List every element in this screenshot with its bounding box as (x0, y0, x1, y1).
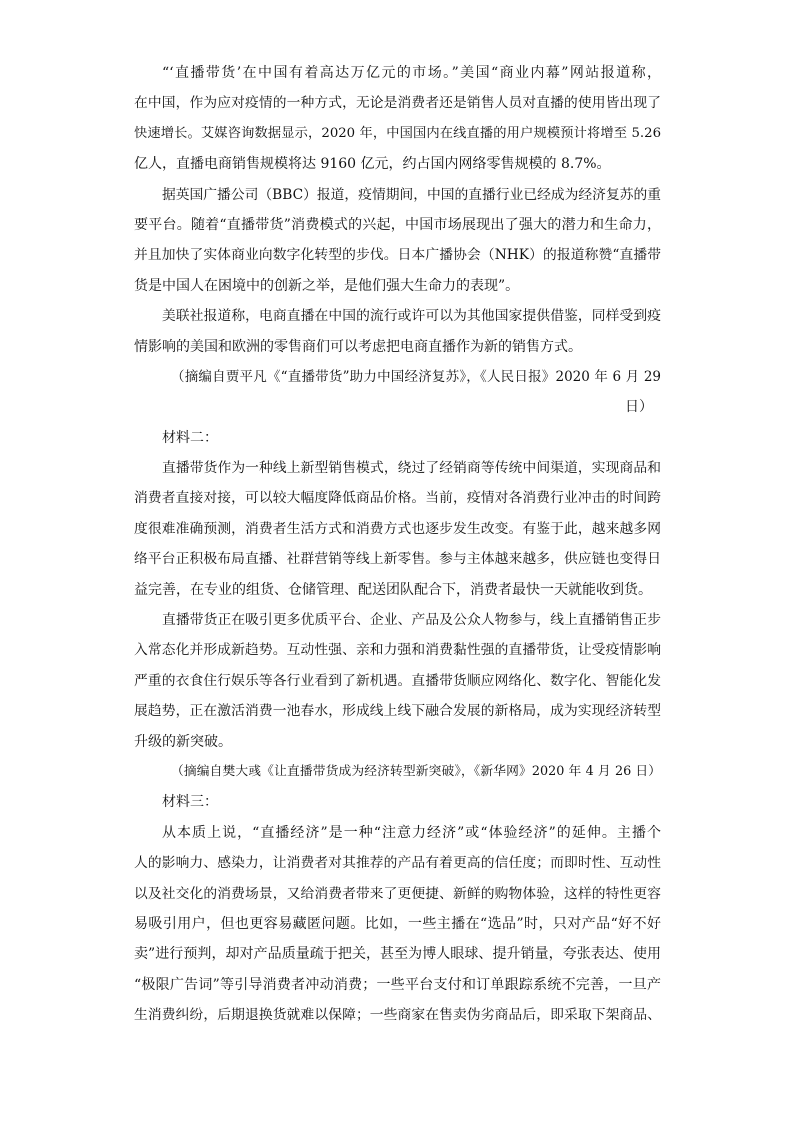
section-label: 材料二： (162, 429, 218, 446)
source-citation: （摘编自樊大彧《让直播带货成为经济转型新突破》，《新华网》2020 年 4 月 26 日） (171, 763, 661, 779)
text-line: 严重的衣食住行娱乐等各行业看到了新机遇。直播带货顺应网络化、数字化、智能化发 (134, 672, 661, 689)
text-line: 要平台。随着“直播带货”消费模式的兴起，中国市场展现出了强大的潜力和生命力， (134, 216, 661, 233)
text-line: 货是中国人在困境中的创新之举，是他们强大生命力的表现”。 (134, 277, 520, 294)
text-line: 络平台正积极布局直播、社群营销等线上新零售。参与主体越来越多，供应链也变得日 (134, 551, 661, 568)
text-line: 从本质上说，“直播经济”是一种“注意力经济”或“体验经济”的延伸。主播个 (162, 824, 661, 841)
text-line: 以及社交化的消费场景，又给消费者带来了更便捷、新鲜的购物体验，这样的特性更容 (134, 885, 661, 902)
text-line: 生消费纠纷，后期退换货就难以保障；一些商家在售卖伪劣商品后，即采取下架商品、 (134, 1007, 661, 1024)
text-line: 据英国广播公司（BBC）报道，疫情期间，中国的直播行业已经成为经济复苏的重 (162, 186, 661, 203)
text-line: 易吸引用户，但也更容易藏匿问题。比如，一些主播在“选品”时，只对产品“好不好 (134, 915, 661, 932)
text-line: 直播带货作为一种线上新型销售模式，绕过了经销商等传统中间渠道，实现商品和 (162, 460, 661, 477)
text-line: 在中国，作为应对疫情的一种方式，无论是消费者还是销售人员对直播的使用皆出现了 (134, 95, 661, 112)
text-line: 情影响的美国和欧洲的零售商们可以考虑把电商直播作为新的销售方式。 (134, 338, 582, 355)
source-citation: （摘编自贾平凡《“直播带货”助力中国经济复苏》，《人民日报》2020 年 6 月 29 (171, 368, 661, 385)
text-line: “‘直播带货’在中国有着高达万亿元的市场。”美国“商业内幕”网站报道称， (162, 65, 661, 81)
text-line: 美联社报道称，电商直播在中国的流行或许可以为其他国家提供借鉴，同样受到疫 (162, 308, 661, 325)
text-line: 并且加快了实体商业向数字化转型的步伐。日本广播协会（NHK）的报道称赞“直播带 (134, 247, 661, 264)
text-line: 消费者直接对接，可以较大幅度降低商品价格。当前，疫情对各消费行业冲击的时间跨 (134, 490, 661, 507)
section-label: 材料三： (162, 794, 218, 811)
source-citation-end: 日） (625, 399, 653, 416)
text-line: 升级的新突破。 (134, 733, 232, 750)
text-line: 益完善，在专业的组货、仓储管理、配送团队配合下，消费者最快一天就能收到货。 (134, 581, 652, 598)
text-line: 度很难准确预测，消费者生活方式和消费方式也逐步发生改变。有鉴于此，越来越多网 (134, 520, 661, 537)
text-line: 快速增长。艾媒咨询数据显示，2020 年，中国国内在线直播的用户规模预计将增至 5.26 (134, 125, 661, 141)
article-body (134, 58, 661, 1031)
text-line: 入常态化并形成新趋势。互动性强、亲和力强和消费黏性强的直播带货，让受疫情影响 (134, 642, 661, 659)
text-line: “极限广告词”等引导消费者冲动消费；一些平台支付和订单跟踪系统不完善，一旦产 (134, 976, 661, 993)
text-line: 人的影响力、感染力，让消费者对其推荐的产品有着更高的信任度；而即时性、互动性 (134, 855, 661, 872)
text-line: 展趋势，正在激活消费一池春水，形成线上线下融合发展的新格局，成为实现经济转型 (134, 703, 661, 720)
text-line: 亿人，直播电商销售规模将达 9160 亿元，约占国内网络零售规模的 8.7%。 (134, 156, 611, 173)
text-line: 卖”进行预判，却对产品质量疏于把关，甚至为博人眼球、提升销量，夸张表达、使用 (134, 946, 661, 963)
text-line: 直播带货正在吸引更多优质平台、企业、产品及公众人物参与，线上直播销售正步 (162, 612, 661, 629)
